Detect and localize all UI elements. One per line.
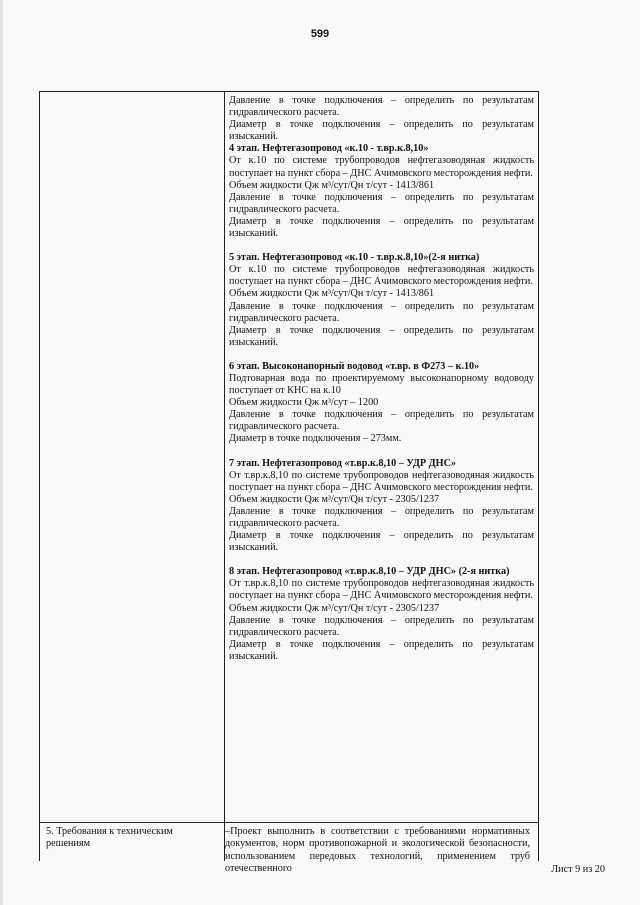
- intro-pressure: Давление в точке подключения – определить по результатам гидравлического расчета.: [229, 95, 534, 119]
- page-number: 599: [310, 28, 330, 40]
- stage-4-desc: От к.10 по системе трубопроводов нефтегазоводяная жидкость поступает на пункт сбора – ДНС Ачимовского месторождения нефти.: [229, 155, 534, 179]
- stage-7-pressure: Давление в точке подключения – определить по результатам гидравлического расчета.: [229, 505, 534, 529]
- stage-5-pressure: Давление в точке подключения – определить по результатам гидравлического расчета.: [229, 300, 534, 324]
- stage-8-desc: От т.вр.к.8,10 по системе трубопроводов нефтегазоводяная жидкость поступает на пункт сбора – ДНС Ачимовского месторождения нефти.: [229, 578, 534, 602]
- stage-5-volume: Объем жидкости Qж м³/сут/Qн т/сут - 1413/861: [229, 288, 435, 300]
- stage-5-desc: От к.10 по системе трубопроводов нефтегазоводяная жидкость поступает на пункт сбора – ДНС Ачимовского месторождения нефти.: [229, 264, 534, 288]
- stage-4-volume: Объем жидкости Qж м³/сут/Qн т/сут - 1413/861: [229, 179, 435, 191]
- column-divider: [224, 92, 225, 861]
- stage-4-title: 4 этап. Нефтегазопровод «к.10 - т.вр.к.8,10»: [229, 143, 429, 155]
- stage-8-volume: Объем жидкости Qж м³/сут/Qн т/сут - 2305/1237: [229, 602, 440, 614]
- stage-6-diameter: Диаметр в точке подключения – 273мм.: [229, 433, 402, 445]
- requirements-table: [39, 91, 539, 874]
- row-5-text: –Проект выполнить в соответствии с требованиями нормативных документов, норм противопожарной и экологической безопасности, использованием передовых технологий, применением труб отечественного: [225, 826, 530, 874]
- stage-8-title: 8 этап. Нефтегазопровод «т.вр.к.8,10 – УДР ДНС» (2-я нитка): [229, 566, 510, 578]
- stages-cell: [229, 95, 534, 663]
- stage-8-diameter: Диаметр в точке подключения – определить по результатам изысканий.: [229, 638, 534, 662]
- stage-7-volume: Объем жидкости Qж м³/сут/Qн т/сут - 2305/1237: [229, 493, 440, 505]
- stage-6-volume: Объем жидкости Qж м³/сут – 1200: [229, 397, 379, 409]
- scan-edge: [0, 0, 3, 905]
- intro-diameter: Диаметр в точке подключения – определить по результатам изысканий.: [229, 119, 534, 143]
- stage-5-diameter: Диаметр в точке подключения – определить по результатам изысканий.: [229, 324, 534, 348]
- stage-6-desc: Подтоварная вода по проектируемому высоконапорному водоводу поступает от КНС на к.10: [229, 372, 534, 397]
- row-5-label: 5. Требования к техническим решениям: [46, 826, 173, 849]
- stage-6-title: 6 этап. Высоконапорный водовод «т.вр. в Ф273 – к.10»: [229, 360, 480, 372]
- stage-7-title: 7 этап. Нефтегазопровод «т.вр.к.8,10 – УДР ДНС»: [229, 457, 457, 469]
- stage-4-diameter: Диаметр в точке подключения – определить по результатам изысканий.: [229, 215, 534, 240]
- row-divider: [40, 822, 538, 823]
- stage-8-pressure: Давление в точке подключения – определить по результатам гидравлического расчета.: [229, 614, 534, 638]
- stage-6-pressure: Давление в точке подключения – определить по результатам гидравлического расчета.: [229, 409, 534, 433]
- sheet-counter: Лист 9 из 20: [551, 864, 605, 875]
- stage-7-desc: От т.вр.к.8,10 по системе трубопроводов нефтегазоводяная жидкость поступает на пункт сбора – ДНС Ачимовского месторождения нефти.: [229, 469, 534, 493]
- stage-5-title: 5 этап. Нефтегазопровод «к.10 - т.вр.к.8,10»(2-я нитка): [229, 252, 480, 264]
- stage-4-pressure: Давление в точке подключения – определить по результатам гидравлического расчета.: [229, 191, 534, 215]
- stage-7-diameter: Диаметр в точке подключения – определить по результатам изысканий.: [229, 530, 534, 554]
